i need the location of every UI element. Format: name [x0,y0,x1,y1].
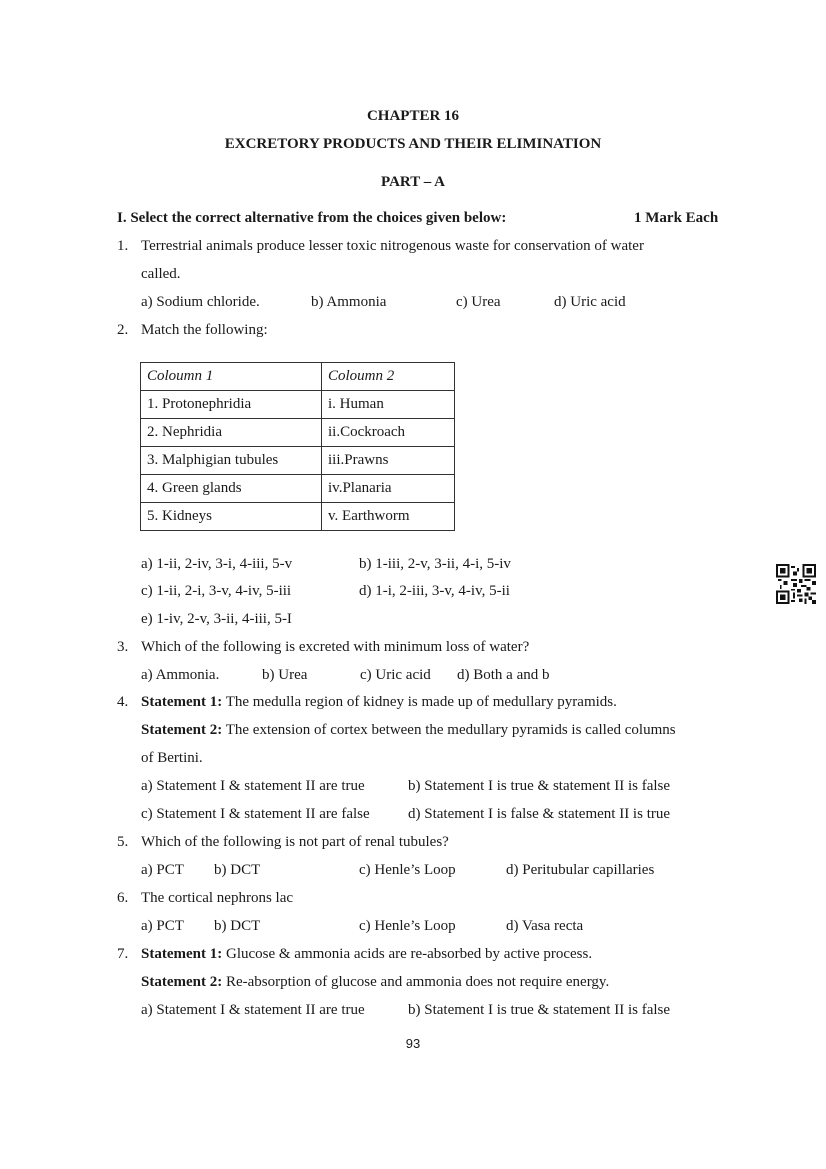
option-c: c) Urea [456,294,501,310]
statement-text: The extension of cortex between the medullary pyramids is called columns [222,722,676,738]
option-b: b) Statement I is true & statement II is false [408,1002,671,1018]
statement-text: The medulla region of kidney is made up of medullary pyramids. [222,694,617,710]
option-c: c) Uric acid [360,667,431,683]
table-row [141,419,455,447]
option-c: c) Statement I & statement II are false [141,806,370,822]
option-b: b) DCT [214,862,261,878]
option-d: d) Both a and b [457,667,550,683]
option-d: d) Peritubular capillaries [506,862,655,878]
table-row [141,391,455,419]
option-b: b) Ammonia [311,294,387,310]
statement-label: Statement 2: [141,722,223,738]
table-header-cell: Coloumn 1 [141,363,322,391]
statement-text: Glucose & ammonia acids are re-absorbed by active process. [222,946,593,962]
question-text-cont: called. [141,266,181,282]
table-cell: 5. Kidneys [141,503,322,531]
statement-label: Statement 2: [141,974,223,990]
option-a: a) PCT [141,918,184,934]
option-b: b) Urea [262,667,308,683]
statement-1 [141,946,592,963]
statement-text-cont: of Bertini. [141,750,203,766]
part-heading: PART – A [381,174,445,190]
option-b: b) DCT [214,918,261,934]
option-e: e) 1-iv, 2-v, 3-ii, 4-iii, 5-I [141,611,292,627]
table-row [141,475,455,503]
question-text: Match the following: [141,322,268,338]
chapter-title: EXCRETORY PRODUCTS AND THEIR ELIMINATION [224,136,602,152]
option-d: d) 1-i, 2-iii, 3-v, 4-iv, 5-ii [359,583,510,599]
option-b: b) 1-iii, 2-v, 3-ii, 4-i, 5-iv [359,556,511,572]
option-c: c) 1-ii, 2-i, 3-v, 4-iv, 5-iii [141,583,292,599]
table-cell: iii.Prawns [322,447,455,475]
table-cell: iv.Planaria [322,475,455,503]
table-cell: ii.Cockroach [322,419,455,447]
option-d: d) Uric acid [554,294,626,310]
question-number: 4. [117,694,129,710]
table-cell: 3. Malphigian tubules [141,447,322,475]
question-number: 2. [117,322,129,338]
statement-label: Statement 1: [141,694,223,710]
chapter-number: CHAPTER 16 [366,108,460,124]
question-text: The cortical nephrons lac [141,890,294,906]
qr-code-icon [776,564,816,604]
statement-text: Re-absorption of glucose and ammonia does not require energy. [222,974,610,990]
question-number: 6. [117,890,129,906]
option-a: a) 1-ii, 2-iv, 3-i, 4-iii, 5-v [141,556,293,572]
statement-label: Statement 1: [141,946,223,962]
statement-1 [141,694,617,711]
table-header-row [141,363,455,391]
option-d: d) Vasa recta [506,918,584,934]
option-c: c) Henle’s Loop [359,918,456,934]
table-row [141,447,455,475]
statement-2 [141,974,609,991]
table-cell: 1. Protonephridia [141,391,322,419]
match-table [140,362,455,531]
table-cell: 4. Green glands [141,475,322,503]
option-a: a) Sodium chloride. [141,294,260,310]
table-row [141,503,455,531]
question-text: Which of the following is excreted with minimum loss of water? [141,639,530,655]
table-cell: v. Earthworm [322,503,455,531]
question-number: 3. [117,639,129,655]
question-text: Terrestrial animals produce lesser toxic nitrogenous waste for conservation of water [141,238,644,254]
option-b: b) Statement I is true & statement II is false [408,778,671,794]
table-cell: i. Human [322,391,455,419]
question-number: 7. [117,946,129,962]
statement-2 [141,722,676,739]
page-number: 93 [405,1036,421,1051]
option-a: a) Statement I & statement II are true [141,778,365,794]
table-header-cell: Coloumn 2 [322,363,455,391]
option-c: c) Henle’s Loop [359,862,456,878]
option-a: a) PCT [141,862,184,878]
question-text: Which of the following is not part of renal tubules? [141,834,449,850]
question-number: 5. [117,834,129,850]
option-a: a) Statement I & statement II are true [141,1002,365,1018]
question-number: 1. [117,238,129,254]
section-instruction: I. Select the correct alternative from the choices given below: [117,210,507,226]
option-d: d) Statement I is false & statement II is true [408,806,671,822]
option-a: a) Ammonia. [141,667,220,683]
section-marks: 1 Mark Each [634,210,719,226]
table-cell: 2. Nephridia [141,419,322,447]
